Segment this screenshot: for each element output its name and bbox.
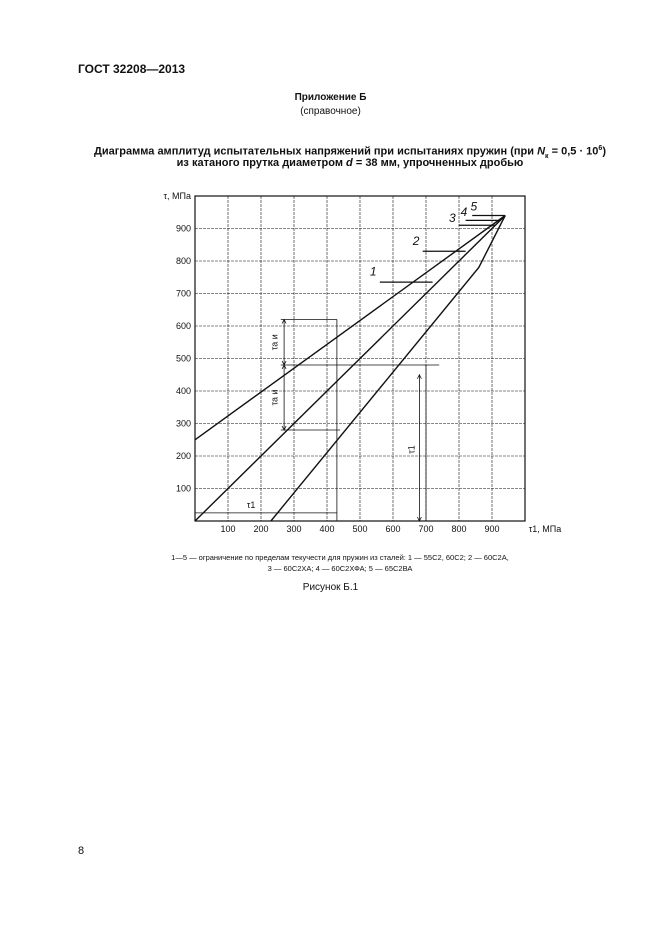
y-tick-label: 700	[175, 288, 191, 299]
curve-label-4: 4	[460, 205, 468, 220]
figure-title-line1: Диаграмма амплитуд испытательных напряжений при испытаниях пружин (при $N_к = 0,5 \cdot 10^6$)	[94, 145, 606, 160]
x-tick-label: 400	[319, 524, 335, 534]
y-tick-label: 400	[175, 386, 191, 396]
envelope-curve-1	[195, 216, 505, 440]
legend-line2: 3 — 60С2ХА; 4 — 60С2ХФА; 5 — 65С2ВА	[267, 564, 413, 573]
curve-label-2: 2	[412, 233, 420, 248]
figure-title-line2: из катаного прутка диаметром d = 38 мм, упрочненных дробью	[176, 157, 524, 169]
x-tick-label: 500	[352, 524, 368, 534]
y-tick-label: 300	[175, 418, 191, 429]
y-tick-label: 800	[175, 256, 191, 266]
y-tick-label: 100	[175, 483, 191, 494]
curve-label-3: 3	[449, 211, 456, 225]
y-tick-label: 200	[175, 451, 191, 461]
x-tick-label: 300	[286, 524, 302, 534]
y-tick-label: 600	[175, 321, 191, 331]
legend-line1: 1—5 — ограничение по пределам текучести для пружин из сталей: 1 — 55С2, 60С2; 2 — 60С2А,	[171, 553, 509, 562]
x-tick-label: 200	[253, 524, 269, 534]
x-tick-label: 800	[451, 524, 467, 534]
x-axis-label: τ1, МПа	[528, 524, 562, 534]
tau-a-label-bottom: τа и	[269, 389, 280, 406]
y-tick-label: 500	[175, 353, 191, 364]
x-tick-label: 100	[220, 524, 236, 534]
appendix-type: (справочное)	[300, 106, 361, 117]
curve-label-5: 5	[470, 199, 478, 214]
y-axis-label: τ, МПа	[163, 191, 191, 201]
standard-header: ГОСТ 32208—2013	[78, 62, 186, 76]
tau1-label-right: τ1	[406, 445, 417, 454]
x-tick-label: 600	[385, 524, 401, 534]
tau1-label-bottom: τ1	[246, 500, 256, 510]
envelope-curve-2	[195, 216, 505, 522]
curve-label-1: 1	[369, 264, 377, 279]
appendix-name: Приложение Б	[294, 92, 367, 103]
page-number: 8	[78, 845, 85, 857]
x-tick-label: 700	[418, 524, 434, 534]
figure-caption: Рисунок Б.1	[302, 582, 359, 593]
tau-a-label-top: τа и	[269, 334, 280, 351]
x-tick-label: 900	[484, 524, 500, 534]
y-tick-label: 900	[175, 223, 191, 234]
envelope-curve-3	[271, 216, 505, 522]
stress-amplitude-diagram	[150, 186, 562, 546]
